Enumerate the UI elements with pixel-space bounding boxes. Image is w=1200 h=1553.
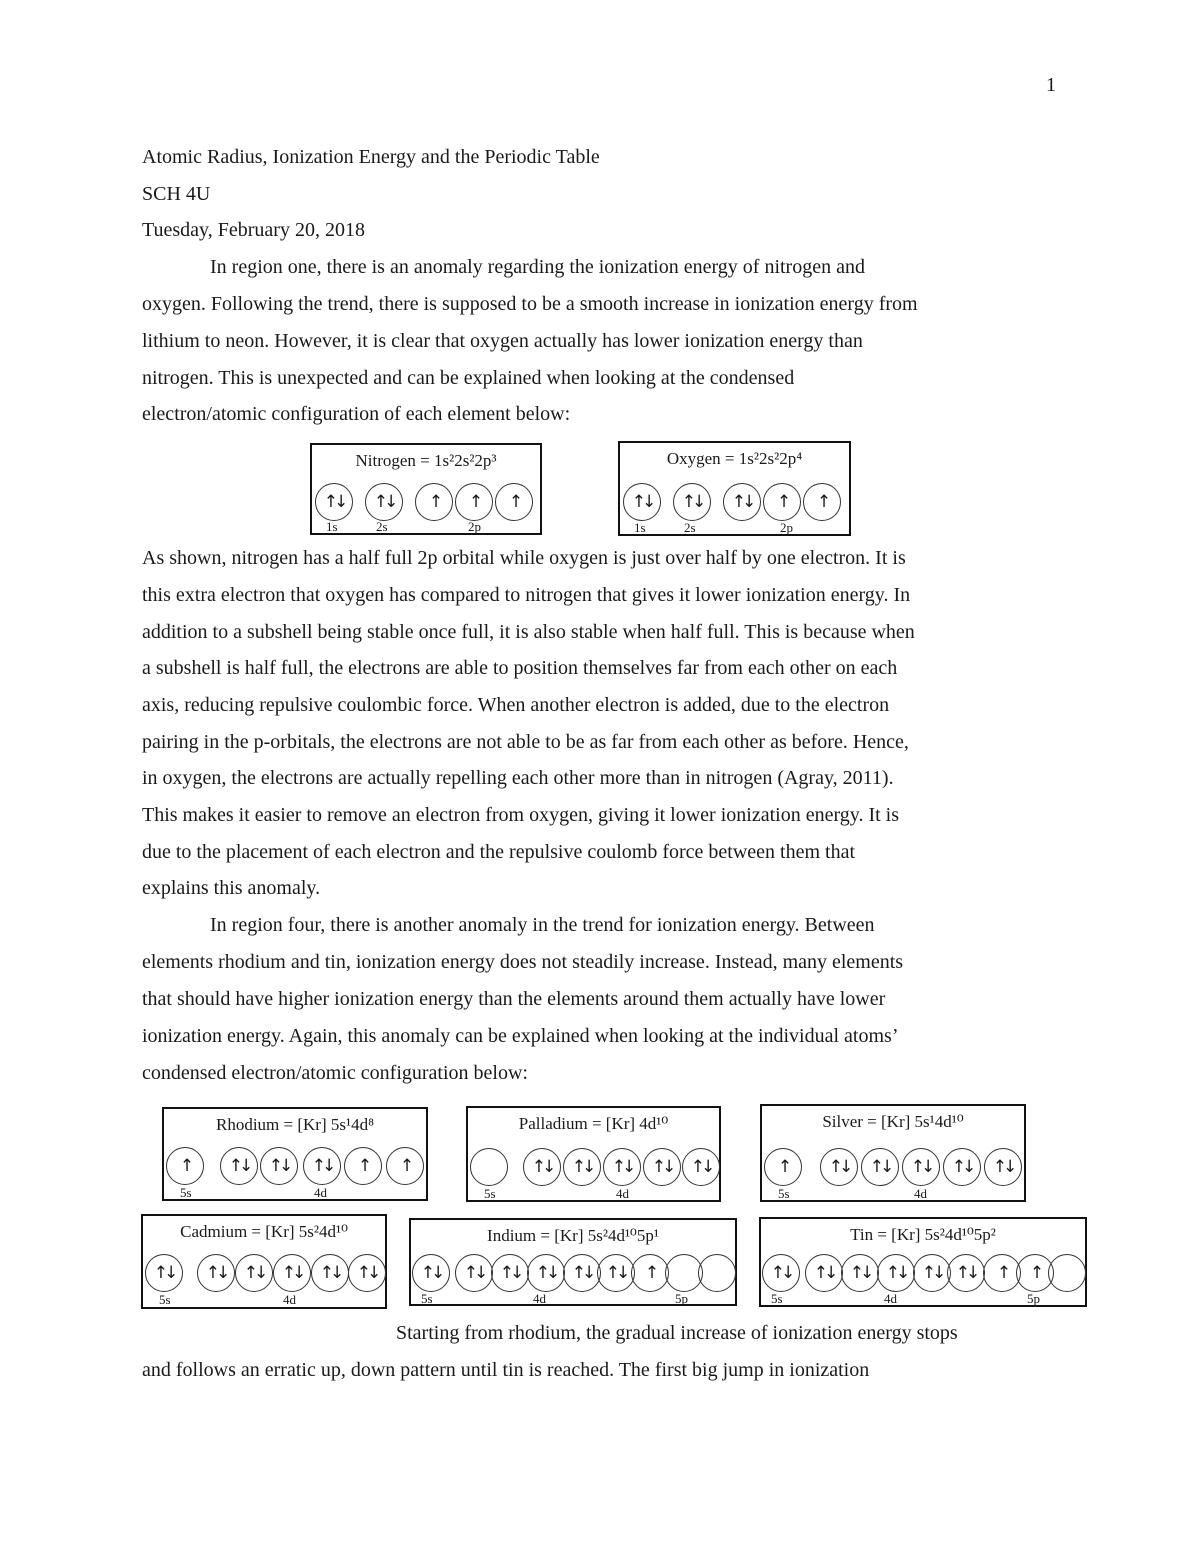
orbital: ↑↓	[643, 1148, 681, 1186]
orbital: ↑↓	[984, 1148, 1022, 1186]
subshell-label: 5s	[180, 1185, 192, 1200]
text-line: addition to a subshell being stable once full, it is also stable when half full. This is because when	[142, 621, 915, 643]
orbital: ↑↓	[412, 1254, 450, 1292]
orbital: ↑↓	[913, 1254, 951, 1292]
subshell-label: 1s	[326, 519, 338, 534]
orbital: ↑↓	[235, 1254, 273, 1292]
oxygen-config-box	[618, 441, 851, 536]
orbital: ↑↓	[861, 1148, 899, 1186]
orbital: ↑↓	[315, 483, 353, 521]
orbital: ↑↓	[260, 1147, 298, 1185]
orbital: ↑↓	[902, 1148, 940, 1186]
subshell-label: 2p	[468, 519, 481, 534]
orbital: ↑	[344, 1147, 382, 1185]
text-line: nitrogen. This is unexpected and can be explained when looking at the condensed	[142, 367, 795, 389]
orbital: ↑↓	[943, 1148, 981, 1186]
orbital	[470, 1148, 508, 1186]
orbital: ↑↓	[220, 1147, 258, 1185]
text-line: electron/atomic configuration of each element below:	[142, 403, 571, 425]
subshell-label: 5s	[771, 1291, 783, 1306]
cadmium-config-title: Cadmium = [Kr] 5s²4d¹⁰	[180, 1222, 348, 1241]
text-line: lithium to neon. However, it is clear that oxygen actually has lower ionization energy than	[142, 330, 863, 352]
orbital: ↑	[803, 483, 841, 521]
text-line: a subshell is half full, the electrons are able to position themselves far from each other on each	[142, 657, 898, 679]
orbital: ↑	[631, 1254, 669, 1292]
orbital: ↑↓	[527, 1254, 565, 1292]
orbital: ↑↓	[947, 1254, 985, 1292]
orbital: ↑	[415, 483, 453, 521]
subshell-label: 2s	[376, 519, 388, 534]
text-line: this extra electron that oxygen has compared to nitrogen that gives it lower ionization energy. In	[142, 584, 911, 606]
text-line: that should have higher ionization energy than the elements around them actually have lower	[142, 988, 886, 1010]
orbital: ↑	[166, 1147, 204, 1185]
palladium-config-title: Palladium = [Kr] 4d¹⁰	[518, 1114, 669, 1133]
orbital: ↑	[495, 483, 533, 521]
document-date: Tuesday, February 20, 2018	[142, 219, 365, 241]
rhodium-config-box	[162, 1107, 428, 1201]
orbital: ↑↓	[563, 1254, 601, 1292]
orbital: ↑↓	[623, 483, 661, 521]
document-title: Atomic Radius, Ionization Energy and the Periodic Table	[142, 146, 600, 168]
subshell-label: 4d	[314, 1185, 327, 1200]
text-line: axis, reducing repulsive coulombic force. When another electron is added, due to the electron	[142, 694, 890, 716]
subshell-label: 4d	[283, 1292, 296, 1307]
orbital	[1048, 1254, 1086, 1292]
subshell-label: 5s	[778, 1186, 790, 1201]
silver-config-title: Silver = [Kr] 5s¹4d¹⁰	[822, 1112, 964, 1131]
orbital: ↑	[763, 483, 801, 521]
orbital: ↑↓	[365, 483, 403, 521]
text-line: oxygen. Following the trend, there is supposed to be a smooth increase in ionization energy from	[142, 293, 918, 315]
orbital: ↑	[983, 1254, 1021, 1292]
text-line: elements rhodium and tin, ionization energy does not steadily increase. Instead, many elements	[142, 951, 904, 973]
orbital: ↑↓	[145, 1254, 183, 1292]
text-line: ionization energy. Again, this anomaly can be explained when looking at the individual atoms’	[142, 1025, 899, 1047]
orbital: ↑↓	[303, 1147, 341, 1185]
subshell-label: 5s	[421, 1291, 433, 1306]
orbital	[698, 1254, 736, 1292]
subshell-label: 4d	[914, 1186, 927, 1201]
orbital: ↑↓	[491, 1254, 529, 1292]
orbital: ↑↓	[603, 1148, 641, 1186]
course-code: SCH 4U	[142, 183, 211, 205]
orbital: ↑↓	[805, 1254, 843, 1292]
orbital: ↑↓	[273, 1254, 311, 1292]
orbital: ↑↓	[762, 1254, 800, 1292]
indium-config-title: Indium = [Kr] 5s²4d¹⁰5p¹	[487, 1226, 659, 1245]
orbital: ↑	[1016, 1254, 1054, 1292]
page-number: 1	[1046, 74, 1056, 96]
palladium-config-box	[466, 1106, 721, 1202]
text-line: explains this anomaly.	[142, 877, 321, 899]
orbital: ↑↓	[673, 483, 711, 521]
oxygen-config-title: Oxygen = 1s²2s²2p⁴	[666, 449, 803, 468]
tin-config-title: Tin = [Kr] 5s²4d¹⁰5p²	[850, 1225, 996, 1244]
text-line: condensed electron/atomic configuration below:	[142, 1062, 528, 1084]
orbital: ↑↓	[682, 1148, 720, 1186]
orbital: ↑↓	[455, 1254, 493, 1292]
subshell-label: 5p	[675, 1291, 688, 1306]
silver-config-box	[760, 1104, 1026, 1202]
subshell-label: 4d	[616, 1186, 629, 1201]
cadmium-config-box	[141, 1214, 387, 1309]
nitrogen-config-title: Nitrogen = 1s²2s²2p³	[355, 451, 497, 470]
orbital: ↑↓	[877, 1254, 915, 1292]
indium-config-box	[409, 1218, 737, 1306]
orbital: ↑↓	[820, 1148, 858, 1186]
orbital: ↑↓	[311, 1254, 349, 1292]
orbital: ↑↓	[197, 1254, 235, 1292]
text-line: pairing in the p-orbitals, the electrons are not able to be as far from each other as before. Hence,	[142, 731, 909, 753]
text-line: due to the placement of each electron and the repulsive coulomb force between them that	[142, 841, 856, 863]
orbital: ↑↓	[597, 1254, 635, 1292]
subshell-label: 2p	[780, 520, 793, 535]
orbital: ↑	[386, 1147, 424, 1185]
text-line: This makes it easier to remove an electron from oxygen, giving it lower ionization energy. It is	[142, 804, 900, 826]
text-line: in oxygen, the electrons are actually repelling each other more than in nitrogen (Agray, 2011).	[142, 767, 894, 789]
subshell-label: 5s	[484, 1186, 496, 1201]
subshell-label: 5s	[159, 1292, 171, 1307]
subshell-label: 5p	[1027, 1291, 1040, 1306]
text-line: In region four, there is another anomaly in the trend for ionization energy. Between	[210, 914, 875, 936]
subshell-label: 1s	[634, 520, 646, 535]
orbital: ↑↓	[523, 1148, 561, 1186]
text-line: As shown, nitrogen has a half full 2p orbital while oxygen is just over half by one electron. It is	[142, 547, 906, 569]
orbital: ↑	[455, 483, 493, 521]
subshell-label: 4d	[533, 1291, 546, 1306]
text-line: and follows an erratic up, down pattern until tin is reached. The first big jump in ionization	[142, 1359, 870, 1381]
text-line: In region one, there is an anomaly regarding the ionization energy of nitrogen and	[210, 256, 865, 278]
tin-config-box	[759, 1217, 1087, 1307]
subshell-label: 4d	[884, 1291, 897, 1306]
nitrogen-config-box	[310, 443, 542, 535]
orbital: ↑↓	[348, 1254, 386, 1292]
text-line: Starting from rhodium, the gradual increase of ionization energy stops	[396, 1322, 958, 1344]
orbital: ↑↓	[723, 483, 761, 521]
orbital: ↑	[764, 1148, 802, 1186]
subshell-label: 2s	[684, 520, 696, 535]
orbital: ↑↓	[563, 1148, 601, 1186]
rhodium-config-title: Rhodium = [Kr] 5s¹4d⁸	[215, 1115, 375, 1134]
orbital: ↑↓	[841, 1254, 879, 1292]
